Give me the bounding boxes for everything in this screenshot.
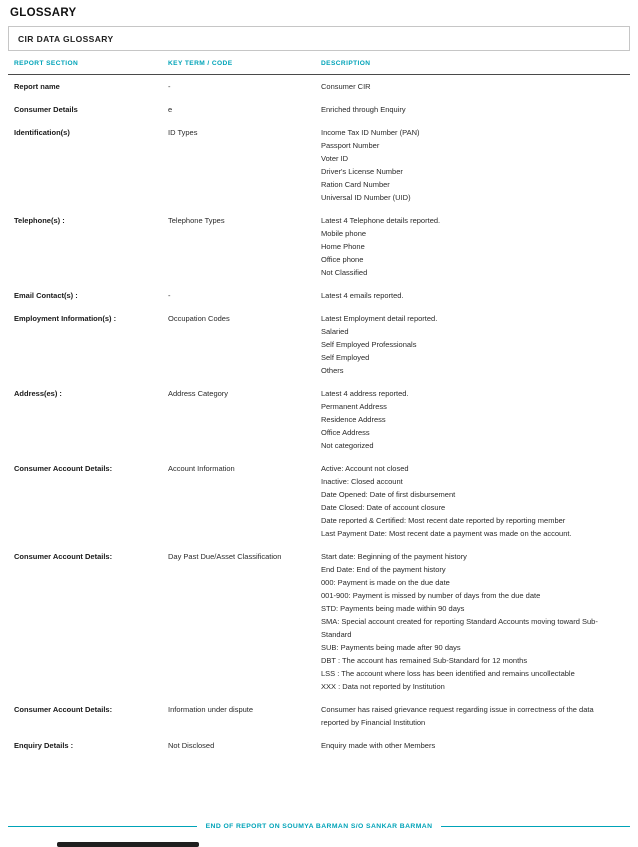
row-report-section: Report name (14, 82, 60, 91)
row-report-section: Consumer Account Details: (14, 464, 113, 473)
table-row (8, 121, 630, 209)
column-header-key-term: KEY TERM / CODE (168, 60, 233, 67)
row-key-term: ID Types (168, 128, 198, 137)
description-line: Office Address (321, 428, 370, 437)
description-line: Latest 4 Telephone details reported. (321, 216, 441, 225)
row-report-section: Telephone(s) : (14, 216, 65, 225)
description-line: Voter ID (321, 154, 349, 163)
description-line: 000: Payment is made on the due date (321, 578, 450, 587)
row-description (321, 289, 624, 302)
row-description (321, 739, 624, 752)
end-of-report-divider (8, 823, 630, 830)
row-description (321, 126, 624, 204)
description-line: Inactive: Closed account (321, 477, 403, 486)
row-report-section: Identification(s) (14, 128, 70, 137)
description-line: Enriched through Enquiry (321, 105, 406, 114)
row-report-section: Consumer Account Details: (14, 552, 113, 561)
description-line: Active: Account not closed (321, 464, 409, 473)
description-line: SMA: Special account created for reporting Standard Accounts moving toward Sub-Standard (321, 617, 598, 639)
description-line: Latest 4 emails reported. (321, 291, 404, 300)
description-line: DBT : The account has remained Sub-Standard for 12 months (321, 656, 528, 665)
row-key-term: Address Category (168, 389, 229, 398)
description-line: Not Classified (321, 268, 368, 277)
column-header-report-section: REPORT SECTION (14, 60, 79, 67)
table-row (8, 98, 630, 121)
description-line: Salaried (321, 327, 349, 336)
description-line: Date Closed: Date of account closure (321, 503, 446, 512)
table-row (8, 382, 630, 457)
description-line: Start date: Beginning of the payment history (321, 552, 467, 561)
row-description (321, 312, 624, 377)
table-row (8, 457, 630, 545)
description-line: STD: Payments being made within 90 days (321, 604, 465, 613)
row-key-term: Account Information (168, 464, 235, 473)
row-report-section: Enquiry Details : (14, 741, 74, 750)
row-description (321, 462, 624, 540)
row-description (321, 703, 624, 729)
row-description (321, 387, 624, 452)
description-line: Consumer CIR (321, 82, 371, 91)
table-row (8, 545, 630, 698)
row-report-section: Consumer Account Details: (14, 705, 113, 714)
table-row (8, 284, 630, 307)
table-body (8, 75, 630, 757)
horizontal-scrollbar-thumb[interactable] (57, 842, 199, 847)
description-line: Enquiry made with other Members (321, 741, 436, 750)
description-line: 001-900: Payment is missed by number of days from the due date (321, 591, 541, 600)
row-key-term: e (168, 105, 173, 114)
description-line: Self Employed (321, 353, 370, 362)
description-line: SUB: Payments being made after 90 days (321, 643, 461, 652)
description-line: Last Payment Date: Most recent date a payment was made on the account. (321, 529, 572, 538)
description-line: Home Phone (321, 242, 365, 251)
description-line: Date reported & Certified: Most recent date reported by reporting member (321, 516, 566, 525)
description-line: End Date: End of the payment history (321, 565, 446, 574)
description-line: XXX : Data not reported by Institution (321, 682, 445, 691)
description-line: Mobile phone (321, 229, 367, 238)
end-of-report-text: END OF REPORT ON SOUMYA BARMAN S/O SANKAR BARMAN (205, 823, 433, 830)
row-description (321, 80, 624, 93)
divider-line-right (441, 826, 630, 827)
table-row (8, 75, 630, 98)
description-line: Not categorized (321, 441, 374, 450)
table-row (8, 209, 630, 284)
description-line: Ration Card Number (321, 180, 390, 189)
table-header-row (8, 51, 630, 75)
row-key-term: - (168, 82, 171, 91)
page-title: GLOSSARY (10, 7, 77, 19)
description-line: Others (321, 366, 344, 375)
description-line: LSS : The account where loss has been identified and remains uncollectable (321, 669, 575, 678)
row-report-section: Consumer Details (14, 105, 78, 114)
description-line: Consumer has raised grievance request regarding issue in correctness of the data reported by Financial Institution (321, 705, 594, 727)
description-line: Latest Employment detail reported. (321, 314, 438, 323)
row-key-term: - (168, 291, 171, 300)
row-key-term: Information under dispute (168, 705, 254, 714)
row-key-term: Not Disclosed (168, 741, 215, 750)
glossary-box-title: CIR DATA GLOSSARY (8, 26, 630, 51)
row-key-term: Occupation Codes (168, 314, 230, 323)
description-line: Income Tax ID Number (PAN) (321, 128, 420, 137)
column-header-description: DESCRIPTION (321, 60, 371, 67)
description-line: Universal ID Number (UID) (321, 193, 411, 202)
row-description (321, 214, 624, 279)
row-description (321, 103, 624, 116)
description-line: Office phone (321, 255, 364, 264)
description-line: Driver's License Number (321, 167, 403, 176)
table-row (8, 698, 630, 734)
description-line: Permanent Address (321, 402, 387, 411)
row-report-section: Address(es) : (14, 389, 62, 398)
description-line: Passport Number (321, 141, 380, 150)
row-report-section: Employment Information(s) : (14, 314, 117, 323)
description-line: Self Employed Professionals (321, 340, 417, 349)
divider-line-left (8, 826, 197, 827)
table-row (8, 307, 630, 382)
cir-data-glossary-box (8, 26, 630, 757)
table-row (8, 734, 630, 757)
row-description (321, 550, 624, 693)
description-line: Date Opened: Date of first disbursement (321, 490, 456, 499)
row-report-section: Email Contact(s) : (14, 291, 78, 300)
row-key-term: Day Past Due/Asset Classification (168, 552, 282, 561)
description-line: Latest 4 address reported. (321, 389, 409, 398)
description-line: Residence Address (321, 415, 386, 424)
row-key-term: Telephone Types (168, 216, 225, 225)
